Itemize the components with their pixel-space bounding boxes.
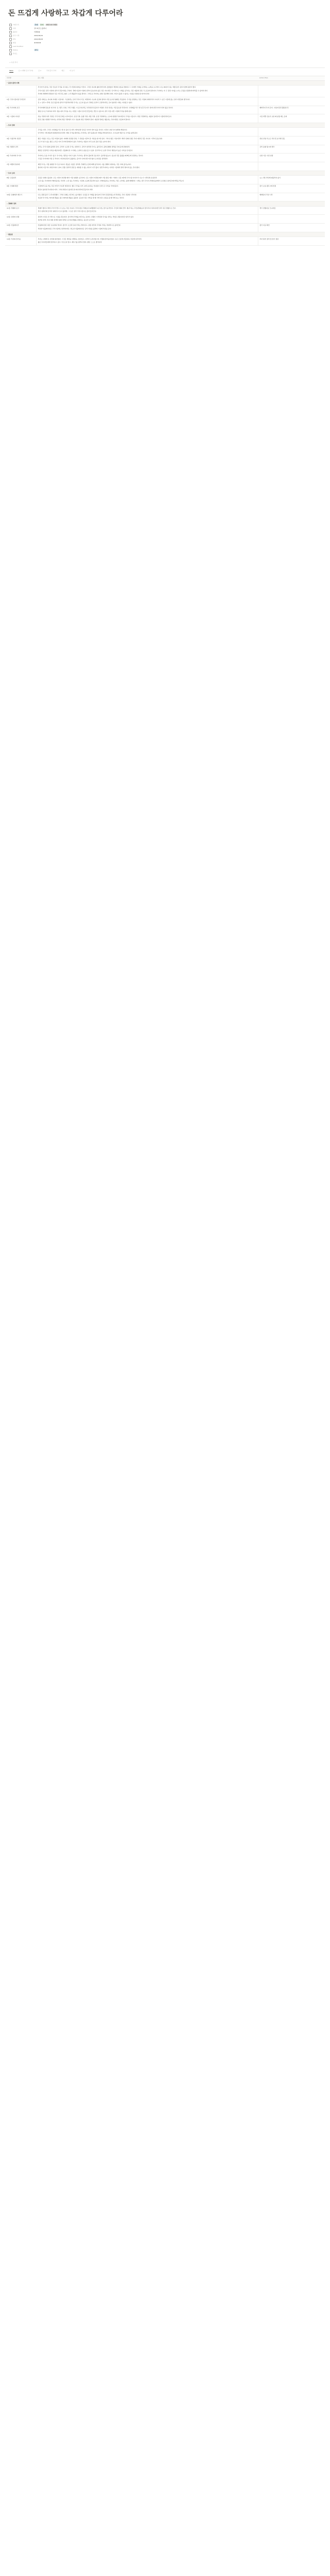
content-paragraph: 나는 평생 동안 두 번 파산했다. 그러나 실패는 최고의 스승이었다. 손실을 본 거래를 돌아보며 무엇이 잘못되었는지 반성하는 것이 성장의 시작이다. [38, 194, 137, 196]
property-value[interactable] [34, 31, 325, 33]
content-paragraph: 증권 거래소는 하나의 거대한 시장이다. 그곳에서는 돈과 주식이 서로 교환되며, 수요와 공급의 법칙이 가장 순수한 형태로 작동한다. 주가를 결정하는 것은 기업의 내재가치가 아니라 그 순간 시장에 있는 돈과 사람들의 생각이다. [38, 98, 190, 100]
toggle-arrow-icon[interactable] [7, 82, 8, 83]
property-key [9, 45, 34, 48]
content-paragraph: 단기적인 시세 변동에 일희일비하지 말라. 매일 주가를 확인하는 투자자는 결국 불필요한 거래를 반복하게 되고, 수수료와 세금으로 수익을 잃게 된다. [38, 132, 138, 134]
action-plan-cell[interactable] [258, 97, 325, 106]
table-row[interactable] [5, 128, 325, 137]
add-property-label: + 속성 추가 [9, 61, 18, 64]
property-key-label: 카테고리 [13, 24, 19, 26]
content-paragraph: 원자재 시장 역시 마찬가지다. 날씨, 전쟁, 정치적 결정 등 예측할 수 없는 변수가 너무 많다. 일반 투자자는 이러한 시장에서 멀리 떨어져 있는 것이 좋다. [38, 166, 140, 169]
property-key-label: 저자 [13, 27, 16, 30]
content-paragraph: 외환 투기는 가장 위험한 투기 중 하나다. 환율은 수많은 정치적, 경제적 요인에 의해 움직이며, 이를 정확히 예측하는 것은 거의 불가능하다. [38, 163, 131, 165]
chapter-cell[interactable]: 11장. 경제와 증시 [5, 206, 36, 215]
page [5, 0, 325, 256]
property-value-text: ★★★★★ [34, 42, 41, 44]
table-group-row[interactable] [5, 201, 325, 206]
content-paragraph: 소신 있는 투자자와 부화뇌동하는 투자자. 소신 있는 투자자는 시장의 소음에 흔들리지 않고, 부화뇌동하는 투자자는 작은 소식에도 쉽게 매매한다. 시세는 결국 주식이 부화뇌동파에서 소신파로 넘어갈 때 바닥을 찍는다. [38, 180, 185, 182]
content-paragraph: 투기자에게 필요한 네 가지: 돈, 생각, 인내, 그리고 행운. 이 중 하나라도 부족하면 성공하기 어렵다. 특히 인내는 가장 중요한 덕목이다. 수면제를 먹고 몇 년간 푹 자고 일어나면 부자가 되어 있을 것이다. [38, 107, 173, 109]
content-paragraph: 투자의 세계에서 확실한 것은 아무것도 없다. 오직 확률만이 있을 뿐이다. 그러므로 투자자는 항상 겸손해야 하며, 자신이 틀릴 수 있다는 사실을 인정할 줄 알아야 한다. [38, 93, 150, 95]
content-cell[interactable] [36, 106, 258, 114]
table-row[interactable] [5, 162, 325, 171]
property-row[interactable] [9, 52, 325, 56]
add-property-button[interactable] [5, 61, 325, 64]
table-row[interactable] [5, 145, 325, 154]
chapter-cell[interactable] [5, 85, 36, 97]
group-label-text: 투자 전략 [8, 124, 15, 127]
content-paragraph: 주식시장은 결국 사람의 심리가 만들어내는 무대다. 경제 지표와 기업의 실적이 중요하지 않은 것은 아니지만, 단기적으로 시세를 움직이는 것은 대중의 감정, 즉 공포와 탐욕이다. 투자자는 이 두 감정 사이를 오가는 군중을 냉정하게 바라볼 수 있어야 한다. [38, 89, 208, 92]
action-plan-cell[interactable] [258, 85, 325, 97]
property-row[interactable] [9, 38, 325, 41]
group-label-text: 맺음말 [8, 233, 13, 235]
chapter-cell[interactable]: 13장. 인플레이션 [5, 223, 36, 232]
content-paragraph: 모두가 알고 있는 좋은 소식은 이미 주가에 반영되어 있다. 투자자는 대중이 아직 보지 못한 것을 보아야 한다. [38, 140, 111, 143]
content-cell[interactable] [36, 176, 258, 184]
action-plan-cell[interactable]: 매매일지 작성 시작 [258, 193, 325, 201]
table-row[interactable] [5, 106, 325, 114]
notes-table [5, 76, 325, 246]
property-row[interactable] [9, 27, 325, 30]
chapter-cell[interactable]: 7장. 외환과 원자재 [5, 162, 36, 171]
table-row[interactable] [5, 237, 325, 246]
content-cell[interactable] [36, 162, 258, 171]
content-paragraph: 주식을 사라, 그리고 수면제를 먹고 몇 년 동안 푹 자라. 깨어나면 당신은 부자가 되어 있을 것이다. 이것이 나의 투자 철학의 핵심이다. [38, 128, 128, 131]
action-plan-cell[interactable]: 시장 과열 신호가 보일 때 분할 매도 준비 [258, 114, 325, 123]
action-plan-cell[interactable]: 금리 동향 월 1회 체크 [258, 145, 325, 154]
property-key-label: 추천도 [13, 53, 18, 55]
content-cell[interactable] [36, 223, 258, 232]
content-paragraph: 금리는 주식시장의 중력과 같다. 금리가 오르면 주가는 내려가고, 금리가 내리면 주가는 올라간다. 중앙은행의 정책을 주의 깊게 관찰하라. [38, 146, 130, 148]
properties-panel [5, 23, 325, 56]
chapter-cell[interactable]: 12장. 정치와 전쟁 [5, 215, 36, 224]
content-cell[interactable] [36, 85, 258, 97]
content-paragraph: 젊은 투자자들에게 당부하고 싶다. 서두르지 말고, 배우기를 멈추지 말며, 항상 스스로 생각하라. [38, 241, 102, 243]
content-paragraph: 군중은 언제나 틀린다. 모든 사람이 낙관할 때가 가장 위험한 순간이며, 모든 사람이 비관할 때가 가장 좋은 매수 기회다. 신문 1면에 주식시장 이야기가 나오기 시작하면 조심하라. [38, 176, 157, 179]
table-group-row[interactable] [5, 80, 325, 85]
action-plan-cell[interactable] [258, 215, 325, 224]
action-plan-cell[interactable]: 레버리지 투자 금지 - 여유자금만 활용할 것 [258, 106, 325, 114]
property-type-icon [9, 42, 12, 44]
content-paragraph: 인플레이션은 현금 보유자의 적이다. 물가가 오르면 돈의 가치는 떨어지고, 실물 자산과 주식의 가치는 상대적으로 올라간다. [38, 224, 121, 227]
property-tag: 완독 [35, 49, 38, 52]
table-row[interactable] [5, 206, 325, 215]
chapter-cell[interactable]: 1장. 주식시장이란 무엇인가 [5, 97, 36, 106]
property-value[interactable] [34, 35, 325, 37]
property-key [9, 24, 34, 26]
property-key [9, 42, 34, 44]
property-type-icon [9, 53, 12, 55]
property-key [9, 27, 34, 30]
view-tab[interactable]: 더 보기 [69, 70, 75, 72]
property-value[interactable] [34, 24, 325, 26]
table-group-row[interactable] [5, 171, 325, 175]
property-row[interactable] [9, 45, 325, 48]
content-cell[interactable] [36, 206, 258, 215]
content-paragraph: 투자는 나에게 돈 이상의 의미였다. 그것은 세상을 이해하는 창이었고, 지적인 도전이었으며, 인생의 즐거움이었다. 돈은 뜨겁게 사랑하되, 차갑게 다루어라. [38, 238, 142, 240]
property-type-icon [9, 45, 12, 48]
content-paragraph: 투기자가 된다는 것은 단순히 주식을 사고파는 것 이상의 의미를 가진다. 그것은 하나의 삶의 방식이며, 끊임없이 세상의 흐름을 관찰하고 그 속에서 기회를 포착하는 능력을 요구한다. 나는 80년이 넘는 세월 동안 증권시장에 몸담아 왔다. [38, 86, 196, 89]
table-row[interactable] [5, 137, 325, 145]
table-row[interactable] [5, 97, 325, 106]
property-value[interactable] [34, 38, 325, 40]
property-type-icon [9, 49, 12, 52]
content-paragraph: 좋은 기업을 고르는 것은 어렵지 않다. 미래에 성장할 산업, 그 산업을 이끌어 갈 기업을 찾으면 된다. 그러나 좋은 기업이라고 해서 언제나 좋은 투자 대상인 것은 아니다. 가격이 중요하다. [38, 137, 163, 140]
content-paragraph: 상승 국면과 하락 국면은 각각 세 단계로 이루어진다. 조정 국면, 동행 국면, 과장 국면. 조정 국면에서는 소수의 현명한 투자자만이 주식을 사들이고, 과장 국면에서는 대중이 앞다투어 시장에 뛰어든다. [38, 115, 172, 117]
property-key [9, 38, 34, 41]
group-label [5, 171, 325, 175]
chapter-cell[interactable]: 9장. 인내와 확신 [5, 184, 36, 193]
column-header-chapter[interactable]: 목차명 [5, 76, 36, 80]
table-group-row[interactable] [5, 123, 325, 128]
content-paragraph: 확신이 없다면 투자하지 마라. 그러나 확신이 있다면 잠시의 하락에 흔들리지 마라. [38, 188, 93, 191]
action-plan-cell[interactable]: 관심 산업 리스트 작성 및 분기별 검토 [258, 137, 325, 145]
property-tag: 경제 [35, 24, 38, 26]
chapter-cell[interactable]: 6장. 투자자와 투기자 [5, 154, 36, 162]
table-row[interactable] [5, 184, 325, 193]
group-label [5, 80, 325, 85]
property-value-text: 2021/05/03 [34, 38, 43, 41]
table-group-row[interactable] [5, 232, 325, 236]
table-row[interactable] [5, 193, 325, 201]
property-value-text: 앙드레 코스톨라니 [34, 27, 47, 30]
view-tab[interactable]: 표 2 [38, 70, 41, 72]
property-key [9, 53, 34, 55]
table-row[interactable] [5, 114, 325, 123]
chapter-cell[interactable]: 4장. 우량주와 성장주 [5, 137, 36, 145]
content-cell[interactable] [36, 114, 258, 123]
content-paragraph: 고집은 투자자의 가장 큰 적이다. 자신의 판단이 틀렸다는 증거가 나타나면 미련 없이 포지션을 정리하라. [38, 158, 108, 160]
property-key-label: Status [13, 49, 18, 52]
action-plan-cell[interactable] [258, 162, 325, 171]
property-type-icon [9, 24, 12, 26]
property-key-label: 완독 [13, 38, 16, 41]
content-paragraph: 적당한 인플레이션은 주식시장에 긍정적이지만, 과도한 인플레이션은 금리 인상을 불러와 시장에 부담을 준다. [38, 227, 112, 230]
table-row[interactable] [5, 85, 325, 97]
content-cell[interactable] [36, 145, 258, 154]
property-value[interactable] [34, 49, 325, 51]
column-header-action[interactable]: Action Plan [258, 76, 325, 80]
content-cell[interactable] [36, 237, 258, 246]
view-tab[interactable]: 국내 증시 투자 [46, 70, 57, 72]
property-key [9, 31, 34, 33]
table-row[interactable] [5, 154, 325, 162]
property-key [9, 49, 34, 52]
action-plan-cell[interactable] [258, 128, 325, 137]
property-value[interactable] [34, 27, 325, 29]
property-type-icon [9, 35, 12, 37]
chapter-cell[interactable]: 14장. 투자의 즐거움 [5, 237, 36, 246]
content-paragraph: 시장에서 돈을 버는 것은 머리가 아니라 엉덩이다. 좋은 주식을 사서 오래 보유하는 인내심이 결국 큰 수익을 가져다준다. [38, 185, 119, 188]
property-row[interactable] [9, 34, 325, 41]
property-value-text: 2021/04/12 [34, 35, 43, 37]
content-paragraph: 돈 + 심리 = 추세. 돈은 많은데 심리가 부정적이라면 주가는 오르지 않는다. 반대로 심리가 긍정적이라도 돈이 없다면 시세는 지속될 수 없다. [38, 101, 133, 104]
action-plan-cell[interactable]: 장기 보유 종목 3개 선정 [258, 184, 325, 193]
action-plan-cell[interactable]: 물가 지표 확인 [258, 223, 325, 232]
content-paragraph: 경제가 좋다고 해서 주가가 반드시 오르는 것은 아니다. 주식시장은 경제보다 6개월에서 1년 정도 앞서 움직인다. 주인과 개의 산책: 개(주가)는 주인(경제)보다 앞서거나 뒤처지지만 결국 같은 방향으로 간다. [38, 207, 176, 210]
property-value[interactable] [34, 42, 325, 44]
content-paragraph: 빌린 돈으로 투자하지 마라. 빚을 내어 주식을 사는 사람은 시장이 잠시만 흔들려도 견딜 수 없으며, 결국 가장 나쁜 시점에 주식을 팔게 된다. [38, 110, 132, 112]
property-key-label: 읽기 시작 [13, 35, 20, 37]
chapter-cell[interactable]: 3장. 시장의 사이클 [5, 114, 36, 123]
content-cell[interactable] [36, 184, 258, 193]
content-paragraph: 정부의 정책, 특히 재정 정책과 통화 정책은 증시의 방향을 결정하는 중요한 요인이다. [38, 219, 95, 222]
content-cell[interactable] [36, 154, 258, 162]
table-row[interactable] [5, 215, 325, 224]
chapter-cell[interactable]: 10장. 실패에서 배우기 [5, 193, 36, 201]
table-row[interactable] [5, 223, 325, 232]
content-cell[interactable] [36, 97, 258, 106]
content-paragraph: 투자자는 돈을 가지고 있고, 투기자는 생각을 가지고 있다. 투기자는 생각이 옳다면 돈을 벌고, 틀리면 잃는다. 중요한 것은 틀렸을 때 빠르게 인정하는 것이다. [38, 154, 143, 157]
action-plan-cell[interactable]: 손절 기준 사전 설정 [258, 154, 325, 162]
chapter-cell[interactable]: 5장. 채권과 금리 [5, 145, 36, 154]
group-label [5, 232, 325, 236]
group-label-text: 경제와 정치 [8, 202, 16, 205]
content-paragraph: 경기 침체기에 금리가 내려가고 돈이 풀리면, 그 돈은 결국 주식시장으로 흘러 들어간다. [38, 210, 97, 213]
property-type-icon [9, 27, 12, 30]
group-label-text: 투자 심리 [8, 172, 15, 174]
content-paragraph: 달걀 모형: 현명한 투자자는 하락의 과장 국면에서 사고, 상승의 과장 국면에서 판다. 대중과 반대로 행동하는 것이야말로 성공의 비결이다. [38, 118, 130, 121]
toggle-arrow-icon[interactable] [7, 125, 8, 126]
content-cell[interactable] [36, 128, 258, 137]
action-plan-cell[interactable]: 경기 선행지표 모니터링 [258, 206, 325, 215]
view-tab[interactable]: 표 1 (해외 증시 투자) [18, 70, 34, 72]
page-title: 돈 뜨겁게 사랑하고 차갑게 다루어라 [8, 9, 123, 18]
property-row[interactable] [9, 30, 325, 34]
column-header-content[interactable]: 중요 내용 [36, 76, 258, 80]
property-type-icon [9, 38, 12, 41]
property-key-label: Last Modified [13, 45, 24, 48]
property-tag: 재테크/자기계발 [46, 24, 57, 26]
content-paragraph: 성공한 투기자는 51%의 확률로 옳고 49%의 확률로 틀린다. 중요한 것은 이익을 낼 때 크게 내고 손실을 볼 때 작게 보는 것이다. [38, 197, 125, 199]
table-row[interactable] [5, 176, 325, 184]
property-tag: 투자 [40, 24, 44, 26]
content-paragraph: 채권은 안정적인 수익을 제공하지만, 인플레이션 시기에는 오히려 손실을 볼 수 있다. 장기적으로 보면 주식이 채권보다 높은 수익을 안겨준다. [38, 149, 133, 151]
property-key-label: 별점 [13, 42, 16, 44]
property-key [9, 35, 34, 37]
property-type-icon [9, 31, 12, 33]
chapter-cell[interactable] [5, 128, 36, 137]
group-label-text: 증권시장의 이해 [8, 81, 20, 84]
content-cell[interactable] [36, 193, 258, 201]
chapter-cell[interactable]: 2장. 투기자의 조건 [5, 106, 36, 114]
view-tab[interactable]: 메모 [61, 70, 64, 72]
group-label [5, 123, 325, 128]
property-row[interactable] [9, 48, 325, 52]
action-plan-cell[interactable]: 뉴스 헤드라인에 휘둘리지 않기 [258, 176, 325, 184]
chapter-cell[interactable]: 8장. 군중심리 [5, 176, 36, 184]
group-label [5, 201, 325, 206]
divider [5, 67, 325, 68]
property-key-label: 출판사 [13, 31, 18, 33]
view-tab[interactable]: Table [9, 70, 13, 72]
view-tabs [5, 70, 325, 72]
table-header-row [5, 76, 325, 80]
content-paragraph: 정치적 사건은 단기적으로 시장을 흔들지만, 장기적인 추세를 바꾸지는 못한다. 전쟁이 시작되면 주식을 사라는 격언은 과장이지만 일리가 있다. [38, 215, 134, 218]
action-plan-cell[interactable]: 투자 원칙 정리 및 정기 점검 [258, 237, 325, 246]
content-cell[interactable] [36, 137, 258, 145]
property-value-text: 미래의창 [34, 31, 40, 33]
